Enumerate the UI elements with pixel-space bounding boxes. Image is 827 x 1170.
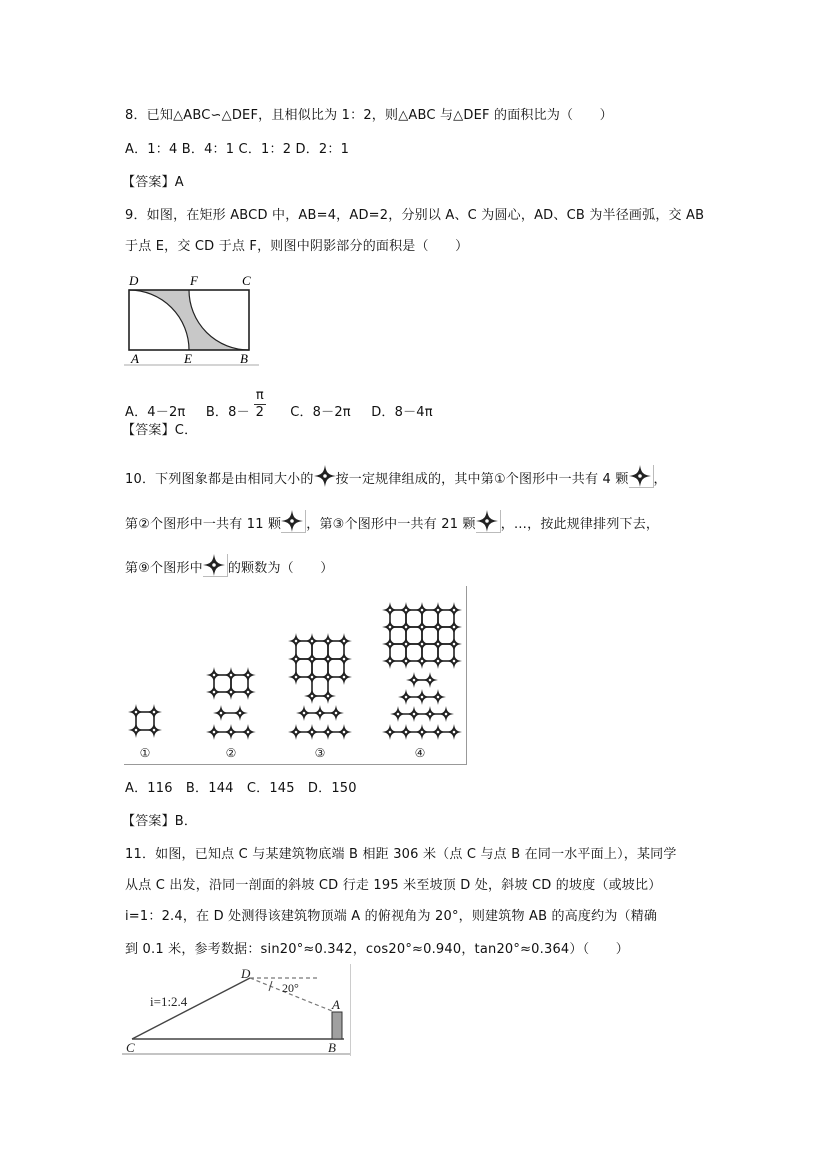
slope-label: i=1:2.4: [150, 994, 188, 1009]
q10-answer: 【答案】B．: [122, 814, 198, 829]
q10-stem-line1: 10．下列图象都是由相同大小的 按一定规律组成的，其中第①个图形中一共有 4 颗 ，: [125, 465, 667, 489]
star-icon: [476, 510, 501, 533]
q9-stem-line2: 于点 E，交 CD 于点 F，则图中阴影部分的面积是（ ）: [125, 239, 469, 254]
star-icon: [314, 465, 336, 487]
star-icon: [281, 510, 306, 533]
q10-options: A．116 B．144 C．145 D．150: [125, 781, 357, 796]
q10-stem-line3: 第⑨个图形中 的颗数为（ ）: [125, 554, 333, 578]
q11-stem-line1: 11．如图，已知点 C 与某建筑物底端 B 相距 306 米（点 C 与点 B 在同一水平面上），某同学: [125, 847, 677, 862]
q9-option-c: C．8－2π: [290, 405, 351, 420]
fraction-pi-over-2: $\frac{\pi}{2}$: [255, 388, 265, 420]
label-c: C: [126, 1040, 135, 1055]
label-e: E: [184, 351, 192, 366]
q11-slope-figure: [122, 964, 351, 1056]
label-d: D: [129, 273, 139, 288]
star-icon: [203, 554, 228, 577]
angle-label: 20°: [282, 981, 299, 995]
q9-option-a: A．4－2π: [125, 405, 186, 420]
q9-option-b: B．8－ $\frac{\pi}{2}$: [205, 388, 265, 420]
q8-answer: 【答案】A: [122, 175, 184, 190]
figure-label-3: ③: [314, 746, 326, 760]
label-c: C: [242, 273, 251, 288]
q11-stem-line2: 从点 C 出发，沿同一剖面的斜坡 CD 行走 195 米至坡顶 D 处，斜坡 CD 的坡度（或坡比）: [125, 878, 662, 893]
q9-option-d: D．8－4π: [371, 405, 433, 420]
figure-label-4: ④: [414, 746, 426, 760]
q11-stem-line4: 到 0.1 米，参考数据：sin20°≈0.342，cos20°≈0.940，tan20°≈0.364）（ ）: [125, 942, 629, 957]
figure-label-1: ①: [139, 746, 151, 760]
label-a: A: [131, 351, 139, 366]
q9-stem-line1: 9．如图，在矩形 ABCD 中，AB=4，AD=2，分别以 A、C 为圆心，AD、CB 为半径画弧，交 AB: [125, 208, 705, 223]
q8-stem: 8．已知△ABC∽△DEF，且相似比为 1：2，则△ABC 与△DEF 的面积比为（ ）: [125, 108, 613, 123]
q10-stem-line2: 第②个图形中一共有 11 颗 ，第③个图形中一共有 21 颗 ，…，按此规律排列下去，: [125, 510, 659, 534]
label-d: D: [241, 966, 251, 981]
q11-stem-line3: i=1：2.4，在 D 处测得该建筑物顶端 A 的俯视角为 20°，则建筑物 AB 的高度约为（精确: [125, 909, 658, 924]
q8-options: A．1：4 B．4：1 C．1：2 D．2：1: [125, 142, 350, 157]
label-f: F: [190, 273, 198, 288]
figure-label-2: ②: [225, 746, 237, 760]
label-b: B: [240, 351, 248, 366]
star-icon: [629, 465, 654, 488]
q9-rectangle-figure: [124, 268, 264, 368]
label-b: B: [328, 1040, 336, 1055]
q10-star-pattern-figure: [124, 586, 467, 765]
q9-answer: 【答案】C．: [122, 423, 198, 438]
label-a: A: [332, 997, 340, 1012]
